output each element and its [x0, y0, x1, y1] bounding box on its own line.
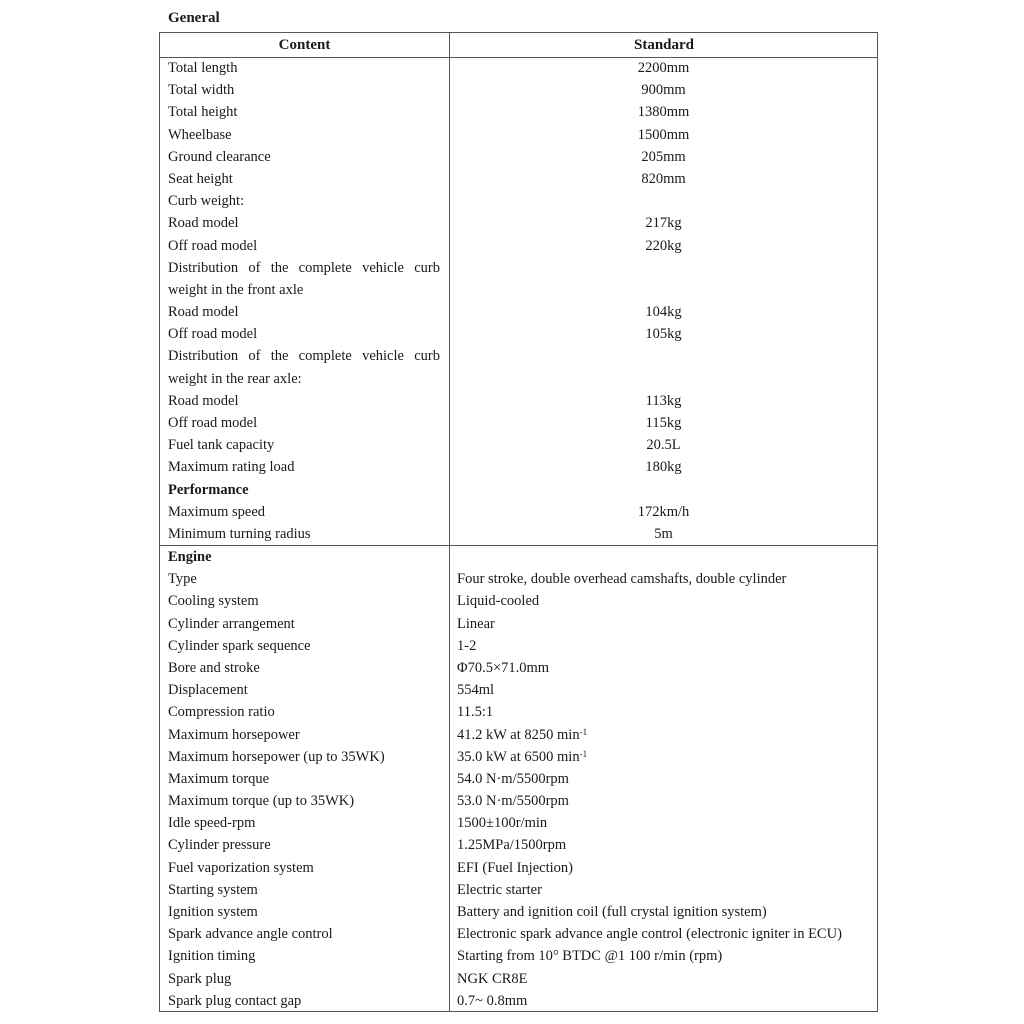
spec-label: Distribution of the complete vehicle curb	[168, 348, 440, 365]
spec-label: Starting system	[168, 881, 258, 898]
spec-value	[449, 190, 878, 212]
spec-value-text: NGK CR8E	[457, 970, 528, 987]
spec-value	[449, 679, 878, 701]
spec-label: Maximum horsepower	[168, 726, 300, 743]
spec-value	[449, 834, 878, 856]
spec-value-text: 1-2	[457, 637, 477, 654]
spec-label: Maximum speed	[168, 503, 266, 520]
spec-label: Road model	[168, 304, 239, 321]
spec-label: Road model	[168, 215, 239, 232]
spec-label: Ignition system	[168, 904, 258, 920]
spacer	[449, 479, 878, 501]
spec-value	[449, 568, 878, 590]
spec-label: Compression ratio	[168, 704, 275, 721]
spec-label: Type	[168, 571, 197, 588]
spec-value	[449, 635, 878, 657]
spec-value	[449, 901, 878, 923]
spec-label: Distribution of the complete vehicle curb	[168, 259, 440, 276]
spec-value	[449, 368, 878, 390]
spec-value-text: Electronic spark advance angle control (electronic igniter in ECU)	[457, 926, 842, 943]
general-labels	[168, 57, 448, 545]
spec-label: Cylinder spark sequence	[168, 637, 311, 654]
section-title-general: General	[168, 10, 220, 26]
spec-value-text: 11.5:1	[457, 704, 494, 721]
spec-value	[449, 812, 878, 834]
spec-value	[449, 768, 878, 790]
spec-label: Maximum rating load	[168, 459, 295, 476]
general-values	[449, 57, 878, 545]
spec-label: Road model	[168, 392, 239, 409]
spec-label: Total width	[168, 82, 235, 99]
spec-value	[449, 990, 878, 1012]
spec-label: Seat height	[168, 170, 233, 187]
spec-label: Fuel tank capacity	[168, 437, 275, 454]
spec-label: Spark plug contact gap	[168, 992, 302, 1009]
spec-label: Total height	[168, 104, 238, 121]
spec-value-text: EFI (Fuel Injection)	[457, 859, 573, 876]
spec-value-text: 53.0 N·m/5500rpm	[457, 793, 569, 810]
spec-value: 1380mm	[637, 104, 690, 121]
unit-exponent: -1	[579, 748, 588, 759]
spec-value-text: 1.25MPa/1500rpm	[457, 837, 567, 854]
spec-value-text: 1500±100r/min	[457, 815, 548, 832]
spec-value	[449, 701, 878, 723]
spec-label: Spark plug	[168, 970, 232, 987]
spec-value-text: Linear	[457, 615, 495, 632]
spec-value-text: 35.0 kW at 6500 min	[457, 748, 580, 765]
spec-value: 115kg	[645, 415, 682, 431]
spec-label: Off road model	[168, 415, 258, 431]
spec-label: weight in the front axle	[168, 281, 304, 298]
spec-value-text: Battery and ignition coil (full crystal ignition system)	[457, 904, 767, 920]
spec-label: Wheelbase	[168, 126, 232, 143]
spec-value	[449, 968, 878, 990]
spec-value: 2200mm	[637, 60, 690, 76]
spec-label: Ignition timing	[168, 948, 256, 965]
spec-label: Bore and stroke	[168, 659, 260, 676]
spec-value	[449, 590, 878, 612]
section-heading-engine: Engine	[168, 549, 212, 565]
spec-value: 105kg	[645, 326, 682, 343]
spec-value	[449, 613, 878, 635]
spec-value	[449, 657, 878, 679]
spec-label: Off road model	[168, 326, 258, 343]
spec-value-text: 0.7~ 0.8mm	[457, 992, 528, 1009]
spec-value: 1500mm	[637, 126, 690, 143]
spec-value-text: Electric starter	[457, 881, 542, 898]
spec-value	[449, 879, 878, 901]
spec-label: Maximum torque	[168, 770, 270, 787]
spec-value	[449, 790, 878, 812]
spec-label: Idle speed-rpm	[168, 815, 256, 832]
spec-value	[449, 923, 878, 945]
column-header-content: Content	[278, 37, 331, 53]
spec-label: Cylinder pressure	[168, 837, 271, 854]
spec-value: 820mm	[641, 170, 686, 187]
spec-label: Curb weight:	[168, 193, 245, 210]
spec-value-text: Four stroke, double overhead camshafts, double cylinder	[457, 571, 787, 588]
spec-value: 113kg	[645, 392, 682, 409]
spec-value: 180kg	[645, 459, 682, 476]
spec-value-text: 54.0 N·m/5500rpm	[457, 770, 569, 787]
spec-value	[449, 945, 878, 967]
spec-label: Maximum horsepower (up to 35WK)	[168, 748, 385, 765]
spec-label: Maximum torque (up to 35WK)	[168, 793, 355, 810]
spacer	[449, 546, 878, 568]
spec-label: Total length	[168, 60, 238, 76]
spec-label: Spark advance angle control	[168, 926, 333, 943]
spec-value-text: 554ml	[457, 682, 495, 699]
spec-value-text: Starting from 10° BTDC @1 100 r/min (rpm)	[457, 948, 723, 965]
spec-value-text: 41.2 kW at 8250 min	[457, 726, 580, 743]
spec-label: weight in the rear axle:	[168, 370, 302, 387]
spec-value: 172km/h	[637, 503, 690, 520]
spec-value: 217kg	[645, 215, 682, 232]
spec-label: Cylinder arrangement	[168, 615, 295, 632]
engine-labels	[168, 546, 448, 1012]
spec-value-text: Liquid-cooled	[457, 593, 540, 610]
spec-label: Ground clearance	[168, 148, 271, 165]
spec-value	[449, 345, 878, 367]
spec-label: Cooling system	[168, 593, 259, 610]
spec-value-text: Φ70.5×71.0mm	[457, 659, 550, 676]
spec-value	[449, 257, 878, 279]
spec-value: 220kg	[645, 237, 682, 254]
column-header-standard: Standard	[633, 37, 695, 53]
spec-value: 205mm	[641, 148, 686, 165]
spec-label: Off road model	[168, 237, 258, 254]
spec-value: 900mm	[641, 82, 686, 99]
spec-label: Minimum turning radius	[168, 525, 311, 542]
spec-value	[449, 746, 878, 768]
spec-value	[449, 279, 878, 301]
spec-label: Fuel vaporization system	[168, 859, 314, 876]
spec-value: 20.5L	[646, 437, 681, 454]
spec-value: 104kg	[645, 304, 682, 321]
engine-values	[449, 546, 878, 1012]
spec-value	[449, 724, 878, 746]
spec-value: 5m	[654, 525, 673, 542]
spec-value	[449, 857, 878, 879]
spec-label: Displacement	[168, 682, 248, 699]
unit-exponent: -1	[579, 726, 588, 737]
section-heading-performance: Performance	[168, 481, 249, 498]
